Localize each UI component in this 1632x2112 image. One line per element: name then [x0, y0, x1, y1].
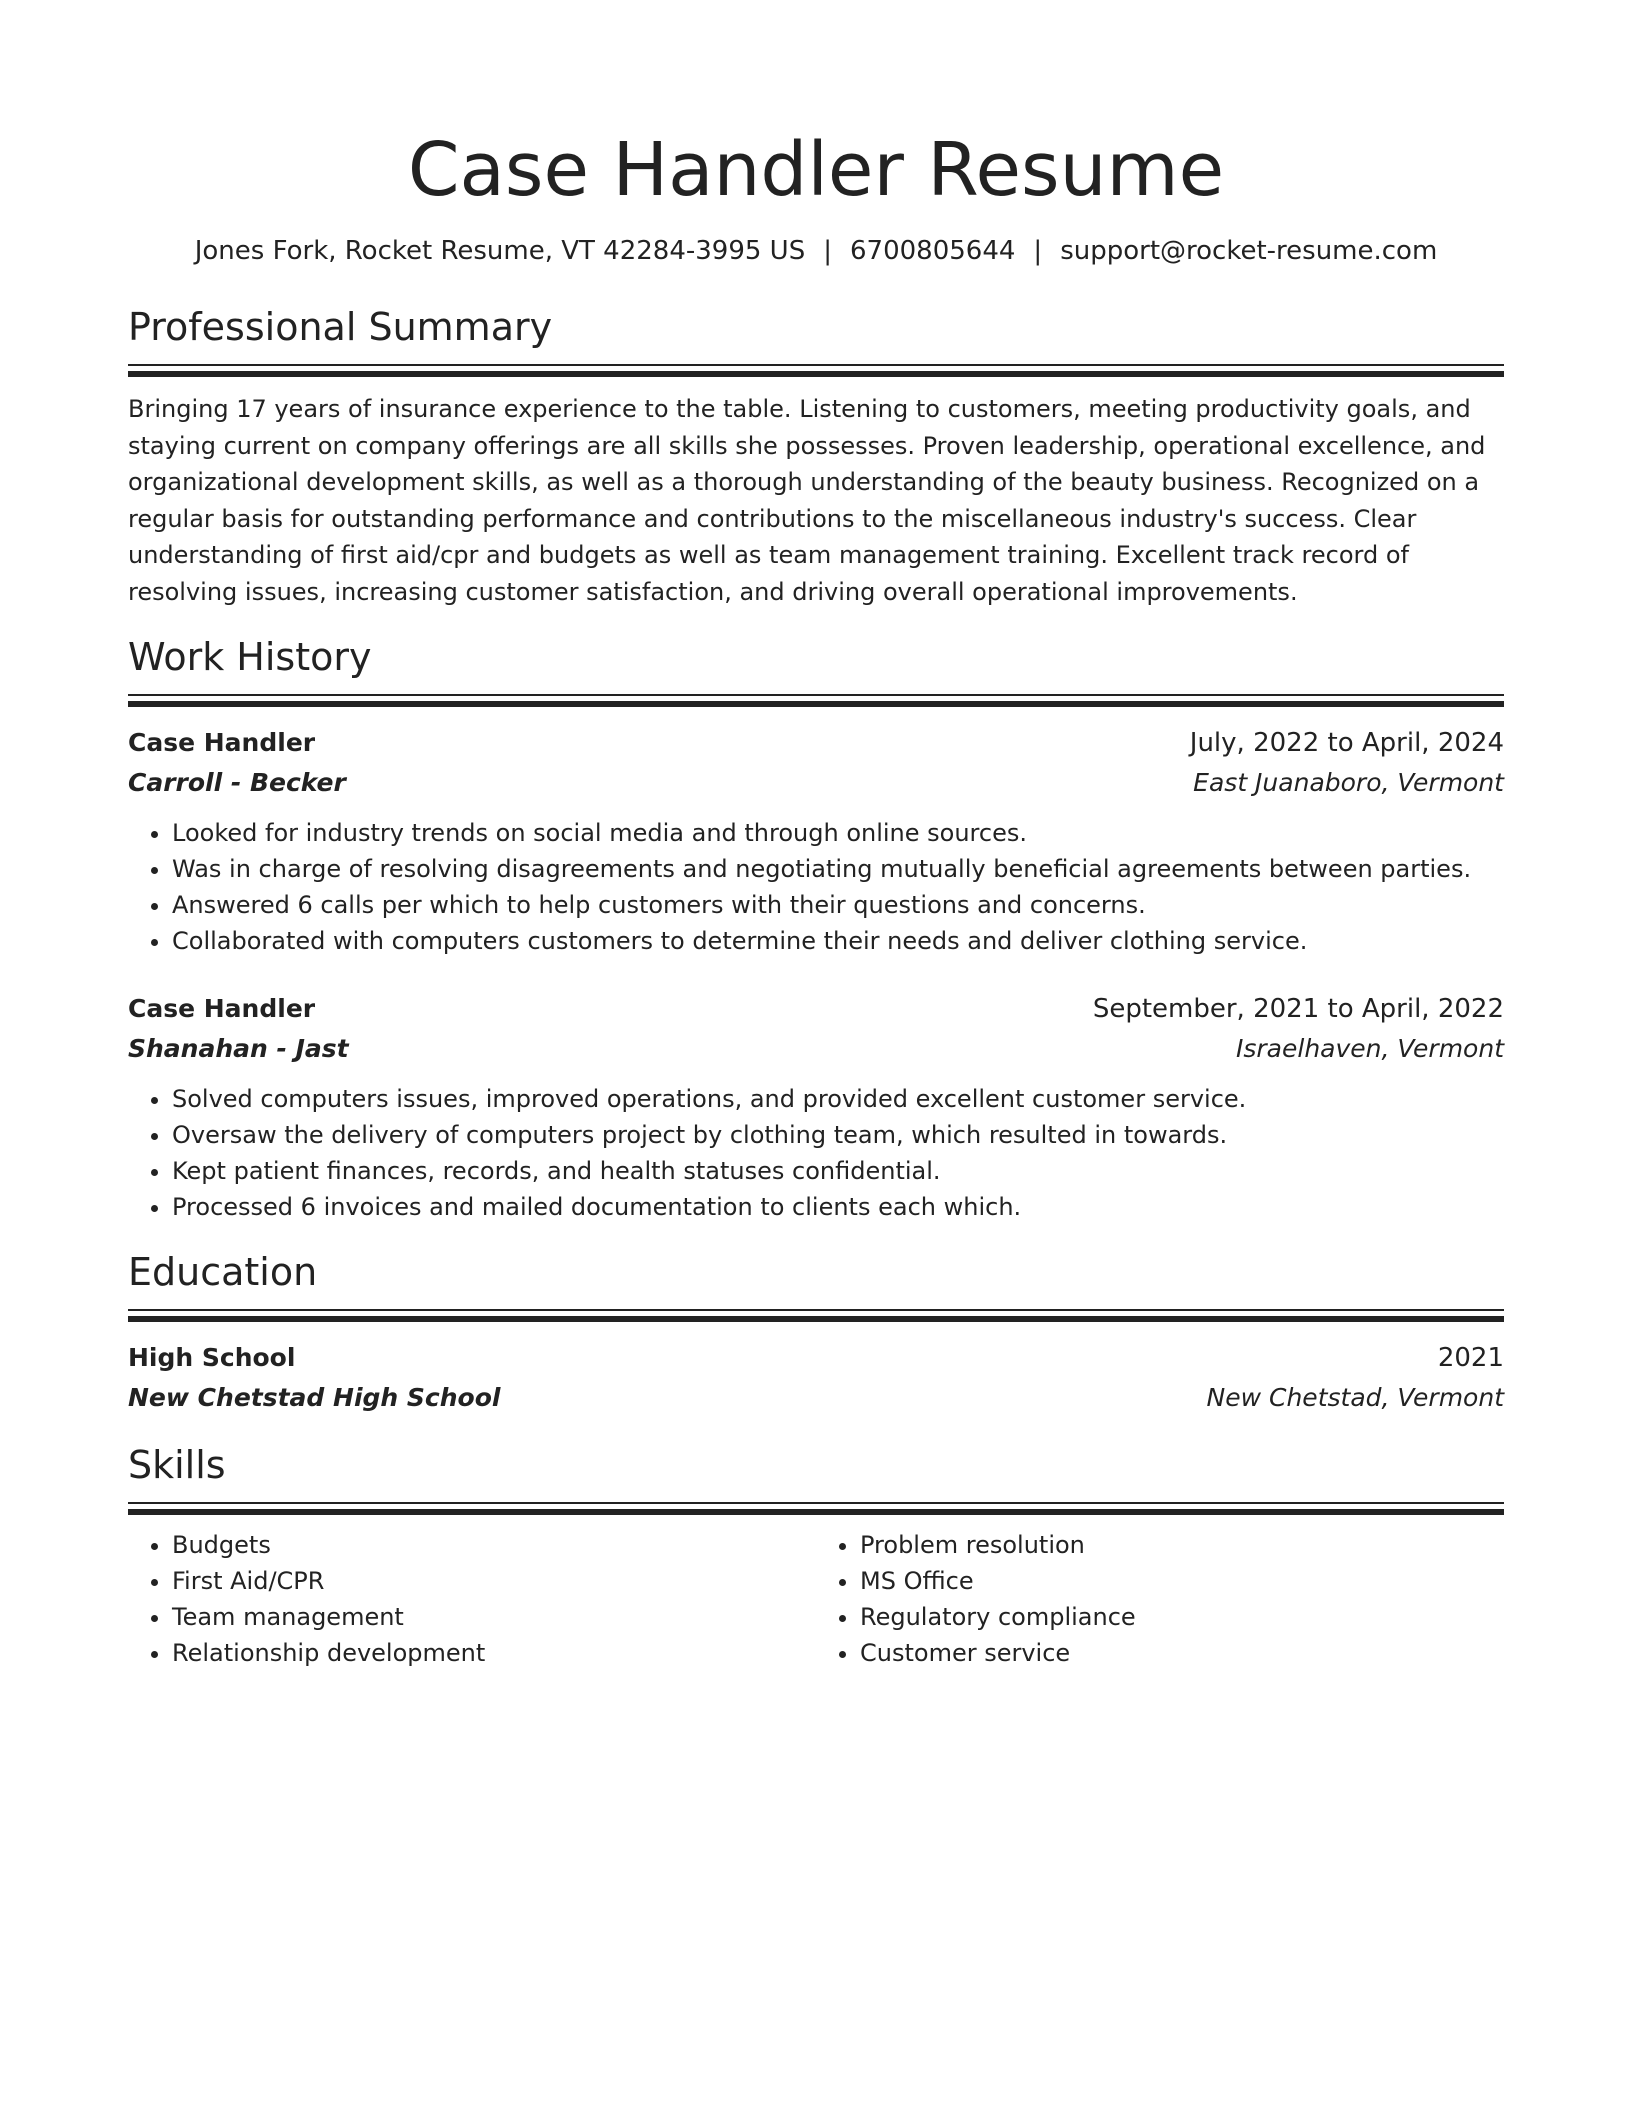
skill-item: • MS Office: [860, 1563, 1504, 1599]
job-bullets: [128, 1081, 1504, 1225]
school-name: New Chetstad High School: [128, 1383, 501, 1412]
skill-item: • Budgets: [172, 1527, 816, 1563]
separator: |: [823, 236, 832, 266]
skill-item: • Customer service: [860, 1635, 1504, 1671]
list-item: • Oversaw the delivery of computers project by clothing team, which resulted in towards.: [172, 1117, 1504, 1153]
section-rule: [128, 1502, 1504, 1504]
list-item: • Solved computers issues, improved operations, and provided excellent customer service.: [172, 1081, 1504, 1117]
section-rule-thick: [128, 701, 1504, 707]
skills-list-left: [128, 1527, 816, 1671]
degree: High School: [128, 1343, 296, 1372]
list-item: • Collaborated with computers customers to determine their needs and deliver clothing service.: [172, 923, 1504, 959]
job-location: East Juanaboro, Vermont: [1193, 768, 1504, 797]
list-item: • Was in charge of resolving disagreements and negotiating mutually beneficial agreements between parties.: [172, 851, 1504, 887]
skills-section: [128, 1440, 1504, 1671]
section-title-work: Work History: [128, 635, 372, 679]
summary-section: [128, 302, 1504, 610]
skill-item: • Relationship development: [172, 1635, 816, 1671]
work-section: [128, 632, 1504, 1225]
skill-item: • Team management: [172, 1599, 816, 1635]
job-bullets: [128, 815, 1504, 959]
separator: |: [1033, 236, 1043, 266]
address: Jones Fork, Rocket Resume, VT 42284-3995 US: [194, 236, 806, 266]
list-item: • Looked for industry trends on social media and through online sources.: [172, 815, 1504, 851]
email: support@rocket-resume.com: [1060, 236, 1438, 266]
list-item: • Answered 6 calls per which to help customers with their questions and concerns.: [172, 887, 1504, 923]
section-title-skills: Skills: [128, 1443, 226, 1487]
list-item: • Kept patient finances, records, and health statuses confidential.: [172, 1153, 1504, 1189]
graduation-year: 2021: [1437, 1343, 1504, 1373]
job-entry: [128, 989, 1504, 1225]
education-section: [128, 1247, 1504, 1418]
job-title: Case Handler: [128, 994, 316, 1023]
section-title-education: Education: [128, 1250, 318, 1294]
job-dates: July, 2022 to April, 2024: [1189, 728, 1504, 758]
section-rule: [128, 694, 1504, 696]
job-entry: [128, 723, 1504, 959]
skills-list-right: [816, 1527, 1504, 1671]
contact-line: [128, 234, 1504, 268]
list-item: • Processed 6 invoices and mailed documentation to clients each which.: [172, 1189, 1504, 1225]
skill-item: • First Aid/CPR: [172, 1563, 816, 1599]
resume-title: Case Handler Resume: [407, 127, 1225, 213]
section-rule-thick: [128, 371, 1504, 377]
skill-item: • Regulatory compliance: [860, 1599, 1504, 1635]
employer: Carroll - Becker: [128, 768, 346, 797]
job-dates: September, 2021 to April, 2022: [1092, 994, 1504, 1024]
job-title: Case Handler: [128, 728, 316, 757]
section-rule: [128, 1309, 1504, 1311]
section-title-summary: Professional Summary: [128, 305, 553, 349]
skill-item: • Problem resolution: [860, 1527, 1504, 1563]
section-rule-thick: [128, 1316, 1504, 1322]
job-location: Israelhaven, Vermont: [1236, 1034, 1504, 1063]
phone: 6700805644: [850, 236, 1016, 266]
resume-page: [128, 0, 1504, 1671]
school-location: New Chetstad, Vermont: [1206, 1383, 1504, 1412]
section-rule: [128, 364, 1504, 366]
summary-text: Bringing 17 years of insurance experience to the table. Listening to customers, meeting productivity goals, and staying current on company offerings are all skills she possesses. Proven leadership, operational excellence, and organizational development skills, as well as a thorough understanding of the beauty business. Recognized on a regular basis for outstanding performance and contributions to the miscellaneous industry's success. Clear understanding of first aid/cpr and budgets as well as team management training. Excellent track record of resolving issues, increasing customer satisfaction, and driving overall operational improvements.: [128, 395, 1486, 606]
employer: Shanahan - Jast: [128, 1034, 349, 1063]
skills-columns: [128, 1515, 1504, 1671]
